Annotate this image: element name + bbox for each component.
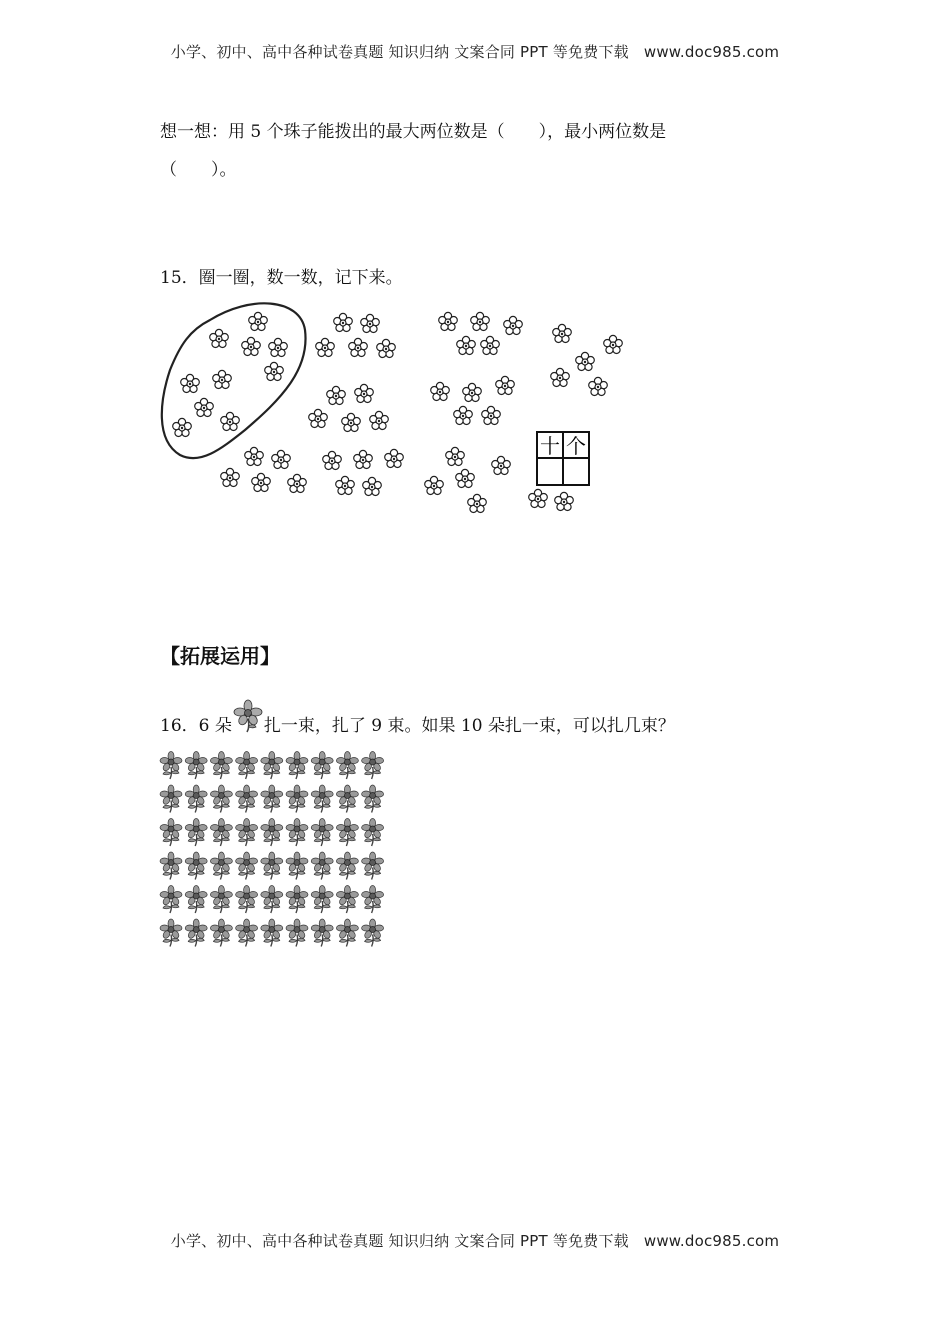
grid-flower-icon bbox=[185, 752, 207, 780]
small-flower-icon bbox=[496, 376, 515, 394]
small-flower-icon bbox=[589, 377, 608, 395]
small-flower-icon bbox=[181, 374, 200, 392]
small-flower-icon bbox=[349, 338, 368, 356]
small-flower-icon bbox=[481, 336, 500, 354]
small-flowers-group bbox=[173, 312, 623, 512]
flower-grid bbox=[158, 748, 398, 958]
small-flower-icon bbox=[355, 384, 374, 402]
think-question-line2: （ ）。 bbox=[160, 160, 237, 180]
small-flower-icon bbox=[242, 337, 261, 355]
small-flower-icon bbox=[446, 447, 465, 465]
small-flower-icon bbox=[463, 383, 482, 401]
small-flower-icon bbox=[439, 312, 458, 330]
grid-flower-icon bbox=[210, 886, 232, 914]
grid-flower-icon bbox=[336, 919, 358, 947]
small-flower-icon bbox=[504, 316, 523, 334]
small-flower-icon bbox=[323, 451, 342, 469]
small-flower-icon bbox=[327, 386, 346, 404]
grid-flower-icon bbox=[336, 785, 358, 813]
grid-flower-icon bbox=[362, 819, 384, 847]
grid-flower-icon bbox=[311, 886, 333, 914]
grid-flower-icon bbox=[236, 819, 258, 847]
tens-label: 十 bbox=[540, 434, 560, 458]
question-16-prefix: 16．6 朵 bbox=[160, 716, 232, 736]
grid-flower-icon bbox=[210, 785, 232, 813]
grid-flower-icon bbox=[185, 785, 207, 813]
grid-flower-icon bbox=[210, 819, 232, 847]
ones-label: 个 bbox=[566, 434, 586, 458]
grid-flower-icon bbox=[336, 852, 358, 880]
grid-flower-icon bbox=[286, 852, 308, 880]
footer-text: 小学、初中、高中各种试卷真题 知识归纳 文案合同 PPT 等免费下载 bbox=[170, 1232, 629, 1250]
page-footer bbox=[0, 1230, 950, 1251]
small-flower-icon bbox=[210, 329, 229, 347]
question-16-suffix: 扎一束，扎了 9 束。如果 10 朵扎一束，可以扎几束？ bbox=[263, 716, 675, 736]
question-15-text: 15．圈一圈，数一数，记下来。 bbox=[160, 268, 403, 288]
grid-flower-icon bbox=[362, 852, 384, 880]
grid-flower-icon bbox=[160, 886, 182, 914]
small-flower-icon bbox=[454, 406, 473, 424]
grid-flower-icon bbox=[311, 785, 333, 813]
small-flower-icon bbox=[354, 450, 373, 468]
grid-flower-icon bbox=[336, 886, 358, 914]
grid-flower-icon bbox=[261, 785, 283, 813]
grid-flower-icon bbox=[362, 785, 384, 813]
grid-flower-icon bbox=[210, 752, 232, 780]
small-flower-icon bbox=[385, 449, 404, 467]
grid-flower-icon bbox=[160, 919, 182, 947]
footer-url[interactable]: www.doc985.com bbox=[643, 1232, 780, 1250]
small-flower-icon bbox=[265, 362, 284, 380]
small-flower-icon bbox=[213, 370, 232, 388]
small-flower-icon bbox=[555, 492, 574, 510]
small-flower-icon bbox=[431, 382, 450, 400]
grid-flower-icon bbox=[261, 852, 283, 880]
small-flower-icon bbox=[457, 336, 476, 354]
small-flower-icon bbox=[252, 473, 271, 491]
grid-flower-icon bbox=[286, 785, 308, 813]
small-flower-icon bbox=[604, 335, 623, 353]
small-flower-icon bbox=[316, 338, 335, 356]
grid-flower-icon bbox=[160, 852, 182, 880]
small-flower-icon bbox=[361, 314, 380, 332]
grid-flower-icon bbox=[311, 919, 333, 947]
grid-flower-icon bbox=[261, 919, 283, 947]
grid-flower-icon bbox=[286, 886, 308, 914]
grid-flower-icon bbox=[336, 752, 358, 780]
small-flower-icon bbox=[492, 456, 511, 474]
grid-flower-icon bbox=[286, 752, 308, 780]
small-flower-icon bbox=[370, 411, 389, 429]
grid-flower-icon bbox=[236, 752, 258, 780]
grid-flower-icon bbox=[185, 886, 207, 914]
grid-flower-icon bbox=[362, 886, 384, 914]
small-flower-icon bbox=[221, 468, 240, 486]
small-flower-icon bbox=[336, 476, 355, 494]
page-header bbox=[0, 41, 950, 62]
small-flower-icon bbox=[272, 450, 291, 468]
small-flower-icon bbox=[553, 324, 572, 342]
small-flower-icon bbox=[576, 352, 595, 370]
header-url[interactable]: www.doc985.com bbox=[643, 43, 780, 61]
small-flower-icon bbox=[363, 477, 382, 495]
small-flower-icon bbox=[288, 474, 307, 492]
grid-flower-icon bbox=[236, 785, 258, 813]
small-flower-icon bbox=[468, 494, 487, 512]
grid-flower-icon bbox=[160, 785, 182, 813]
small-flower-icon bbox=[425, 476, 444, 494]
grid-flower-icon bbox=[336, 819, 358, 847]
grid-flower-icon bbox=[261, 819, 283, 847]
grid-flower-icon bbox=[210, 919, 232, 947]
grid-flower-icon bbox=[311, 752, 333, 780]
grid-flower-icon bbox=[210, 852, 232, 880]
grid-flower-icon bbox=[311, 819, 333, 847]
small-flower-icon bbox=[269, 338, 288, 356]
grid-flower-icon bbox=[286, 919, 308, 947]
small-flower-icon bbox=[195, 398, 214, 416]
header-text: 小学、初中、高中各种试卷真题 知识归纳 文案合同 PPT 等免费下载 bbox=[170, 43, 629, 61]
grid-flower-icon bbox=[185, 919, 207, 947]
grid-flower-icon bbox=[362, 752, 384, 780]
grid-flower-icon bbox=[160, 819, 182, 847]
grid-flower-icon bbox=[236, 886, 258, 914]
small-flower-icon bbox=[471, 312, 490, 330]
flower-icon bbox=[232, 705, 264, 737]
small-flower-icon bbox=[249, 312, 268, 330]
small-flower-icon bbox=[342, 413, 361, 431]
grid-flower-icon bbox=[362, 919, 384, 947]
small-flower-icon bbox=[377, 339, 396, 357]
grid-flower-icon bbox=[311, 852, 333, 880]
small-flower-icon bbox=[551, 368, 570, 386]
small-flower-icon bbox=[529, 489, 548, 507]
grid-flower-icon bbox=[160, 752, 182, 780]
grid-flower-icon bbox=[185, 852, 207, 880]
grid-flower-icon bbox=[286, 819, 308, 847]
small-flower-icon bbox=[482, 406, 501, 424]
small-flower-icon bbox=[173, 418, 192, 436]
grid-flower-icon bbox=[236, 919, 258, 947]
place-value-box bbox=[537, 432, 589, 485]
grid-flower-icon bbox=[185, 819, 207, 847]
grid-flower-icon bbox=[261, 886, 283, 914]
grid-flower-icon bbox=[236, 852, 258, 880]
small-flower-icon bbox=[221, 412, 240, 430]
small-flower-icon bbox=[334, 313, 353, 331]
small-flower-icon bbox=[456, 469, 475, 487]
think-question-line1: 想一想：用 5 个珠子能拨出的最大两位数是（ ），最小两位数是 bbox=[160, 122, 667, 142]
flower-counting-figure bbox=[150, 300, 770, 520]
small-flower-icon bbox=[309, 409, 328, 427]
grid-flower-icon bbox=[261, 752, 283, 780]
small-flower-icon bbox=[245, 447, 264, 465]
section-title: 【拓展运用】 bbox=[160, 644, 280, 668]
question-16-text bbox=[160, 705, 675, 737]
